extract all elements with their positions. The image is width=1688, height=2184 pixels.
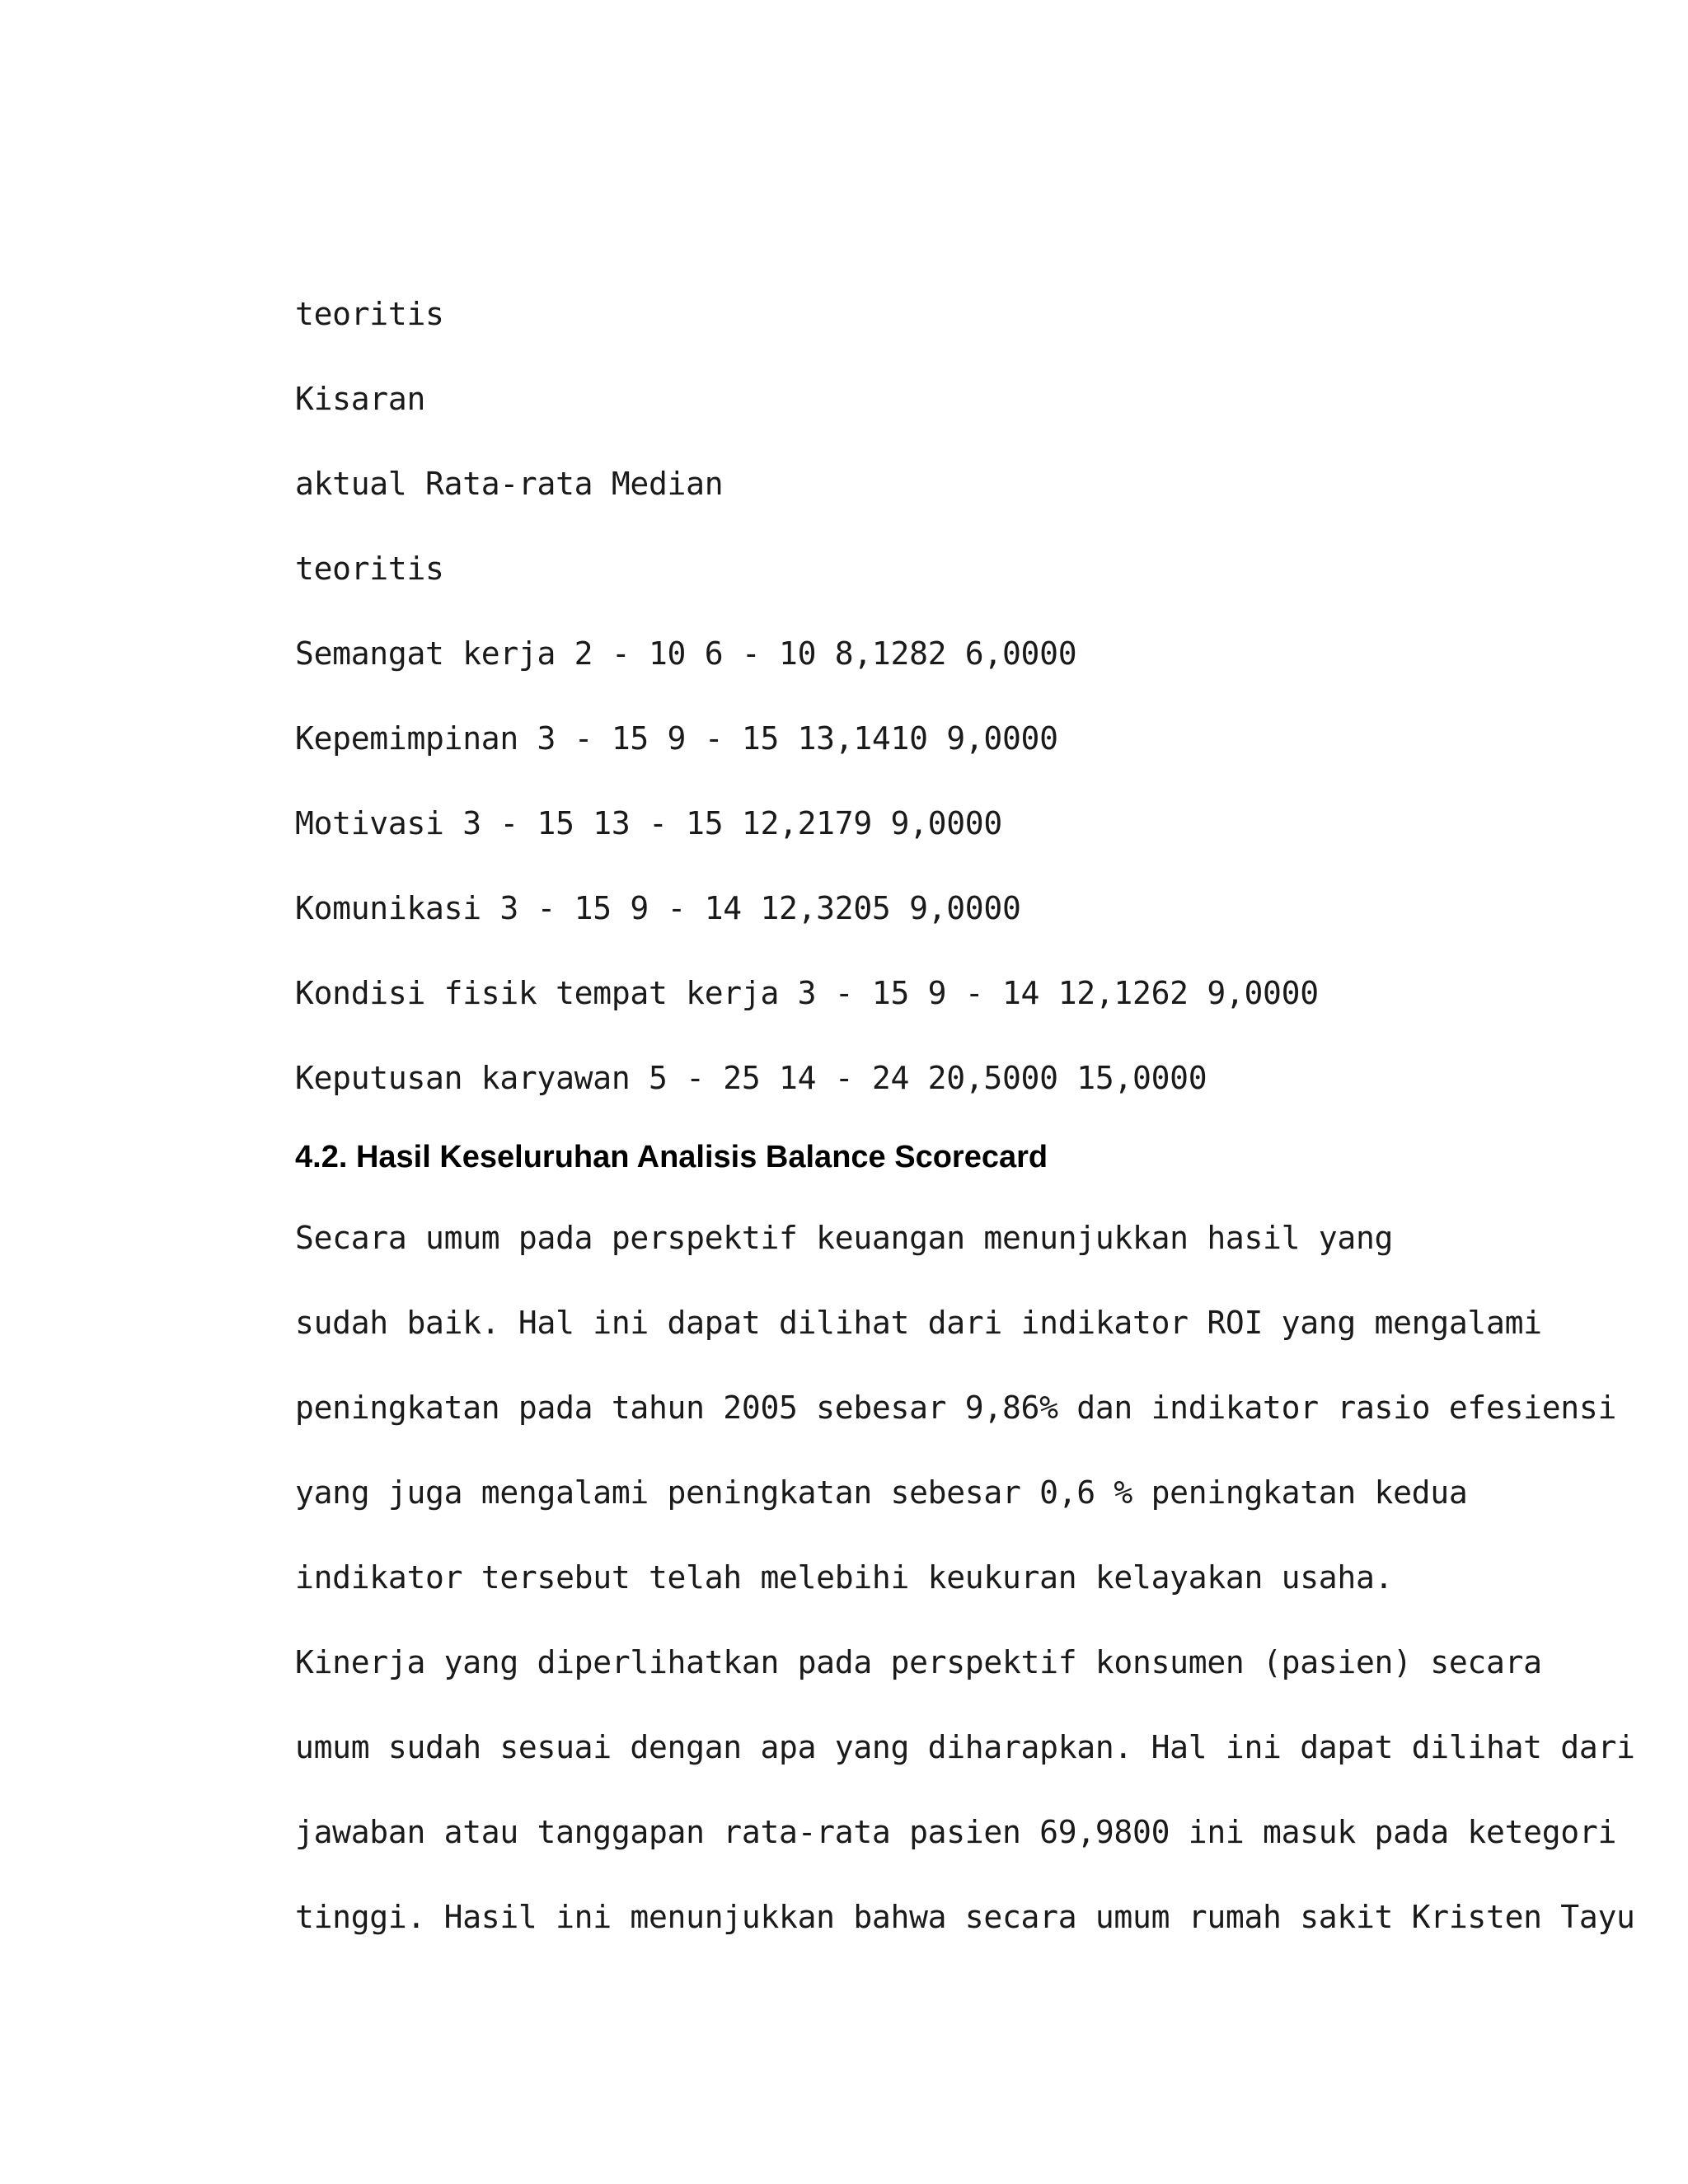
table-row: Komunikasi 3 - 15 9 - 14 12,3205 9,0000 (295, 890, 1021, 926)
paragraph-line: Kinerja yang diperlihatkan pada perspektif konsumen (pasien) secara (295, 1644, 1542, 1680)
paragraph-line: yang juga mengalami peningkatan sebesar 0,6 % peningkatan kedua (295, 1474, 1468, 1511)
table-row: Kepemimpinan 3 - 15 9 - 15 13,1410 9,0000 (295, 720, 1058, 757)
table-row: Semangat kerja 2 - 10 6 - 10 8,1282 6,0000 (295, 635, 1077, 672)
paragraph-line: Secara umum pada perspektif keuangan menunjukkan hasil yang (295, 1220, 1394, 1256)
table-line: aktual Rata-rata Median (295, 466, 724, 502)
table-line: Kisaran (295, 381, 426, 417)
paragraph-line: indikator tersebut telah melebihi keukuran kelayakan usaha. (295, 1559, 1394, 1596)
table-line: teoritis (295, 296, 444, 332)
paragraph-line: peningkatan pada tahun 2005 sebesar 9,86% dan indikator rasio efesiensi (295, 1390, 1617, 1426)
paragraph-line: sudah baik. Hal ini dapat dilihat dari indikator ROI yang mengalami (295, 1305, 1542, 1341)
paragraph-line: tinggi. Hasil ini menunjukkan bahwa secara umum rumah sakit Kristen Tayu (295, 1899, 1635, 1935)
section-heading: 4.2. Hasil Keseluruhan Analisis Balance Scorecard (295, 1140, 1048, 1174)
table-row: Keputusan karyawan 5 - 25 14 - 24 20,5000 15,0000 (295, 1060, 1207, 1096)
table-row: Kondisi fisik tempat kerja 3 - 15 9 - 14 12,1262 9,0000 (295, 975, 1319, 1011)
table-row: Motivasi 3 - 15 13 - 15 12,2179 9,0000 (295, 805, 1002, 841)
paragraph-line: umum sudah sesuai dengan apa yang diharapkan. Hal ini dapat dilihat dari (295, 1729, 1635, 1765)
table-line: teoritis (295, 551, 444, 587)
paragraph-line: jawaban atau tanggapan rata-rata pasien 69,9800 ini masuk pada ketegori (295, 1814, 1617, 1850)
